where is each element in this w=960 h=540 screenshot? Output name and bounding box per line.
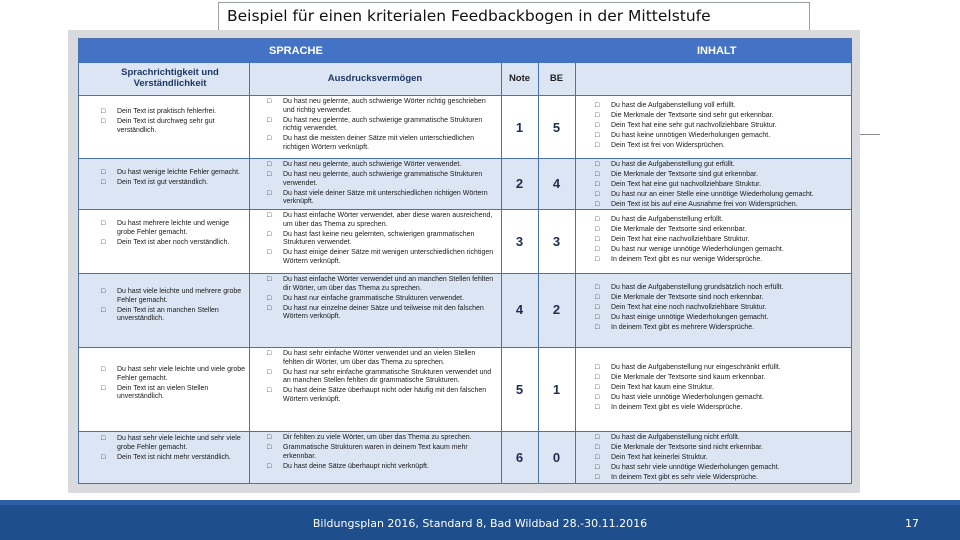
criterion: □ Die Merkmale der Textsorte sind nicht erkennbar. [595,444,849,453]
criterion: □ Dein Text hat eine sehr gut nachvollziehbare Struktur. [595,122,849,131]
criterion: □ Du hast fast keine neu gelernten, schwierigen grammatischen Strukturen verwendet. [267,231,497,248]
subheader-row [79,63,852,95]
criterion: □ Du hast neu gelernte, auch schwierige grammatische Strukturen verwendet. [267,171,497,188]
criterion: □ Dein Text hat eine noch nachvollziehbare Struktur. [595,304,849,313]
criterion: □ Du hast mehrere leichte und wenige grobe Fehler gemacht. [101,220,247,237]
header-inhalt: INHALT [697,45,737,57]
grade-value: 4 [515,302,524,317]
criterion: □ Die Merkmale der Textsorte sind sehr gut erkennbar. [595,112,849,121]
criterion: □ Du hast die Aufgabenstellung nur eingeschränkt erfüllt. [595,364,849,373]
criterion: □ Du hast die Aufgabenstellung grundsätzlich noch erfüllt. [595,284,849,293]
criterion: □ Du hast die Aufgabenstellung nicht erfüllt. [595,434,849,443]
feedback-table [78,38,852,484]
criterion: □ Du hast sehr einfache Wörter verwendet und an vielen Stellen fehlten dir Wörter, um über das Thema zu sprechen. [267,350,497,367]
grade-value: 5 [515,382,524,397]
criterion: □ Du hast neu gelernte, auch schwierige Wörter verwendet. [267,161,497,170]
criterion: □ Dein Text hat eine nachvollziehbare Struktur. [595,236,849,245]
page-number: 17 [905,517,919,530]
criterion: □ Du hast sehr viele leichte und viele grobe Fehler gemacht. [101,366,247,383]
table-row [79,209,852,273]
table-row [79,347,852,431]
criterion: □ Du hast viele unnötige Wiederholungen gemacht. [595,394,849,403]
criterion: □ Du hast neu gelernte, auch schwierige grammatische Strukturen richtig verwendet. [267,117,497,134]
criterion: □ Dein Text ist nicht mehr verständlich. [101,454,247,463]
criterion: □ Die Merkmale der Textsorte sind kaum erkennbar. [595,374,849,383]
table-row [79,95,852,158]
be-value: 1 [552,382,561,397]
criterion: □ Du hast nur einfache grammatische Strukturen verwendet. [267,295,497,304]
criterion: □ Du hast die Aufgabenstellung erfüllt. [595,216,849,225]
be-value: 2 [552,302,561,317]
criterion: □ Du hast nur sehr einfache grammatische Strukturen verwendet und an manchen Stellen fehlten dir grammatische Strukturen. [267,369,497,386]
criterion: □ Dein Text ist aber noch verständlich. [101,239,247,248]
column-divider [249,63,250,484]
criterion: □ Dein Text ist bis auf eine Ausnahme frei von Widersprüchen. [595,201,849,210]
col-note: Note [508,73,531,84]
grade-value: 2 [515,176,524,191]
be-value: 4 [552,176,561,191]
criterion: □ Du hast nur an einer Stelle eine unnötige Wiederholung gemacht. [595,191,849,200]
criterion: □ Dein Text ist praktisch fehlerfrei. [101,108,247,117]
criterion: □ Dein Text hat eine gut nachvollziehbare Struktur. [595,181,849,190]
criterion: □ Grammatische Strukturen waren in deinem Text kaum mehr erkennbar. [267,444,497,461]
criterion: □ Du hast keine unnötigen Wiederholungen gemacht. [595,132,849,141]
be-value: 0 [552,450,561,465]
criterion: □ Du hast viele deiner Sätze mit unterschiedlichen richtigen Wörtern verknüpft. [267,190,497,207]
criterion: □ Du hast neu gelernte, auch schwierige Wörter richtig geschrieben und richtig verwendet. [267,98,497,115]
header-sprache: SPRACHE [269,45,323,57]
criterion: □ Dein Text ist an vielen Stellen unverständlich. [101,385,247,402]
criterion: □ Du hast sehr viele leichte und sehr viele grobe Fehler gemacht. [101,435,247,452]
table-row [79,273,852,347]
criterion: □ Du hast deine Sätze überhaupt nicht oder häufig mit den falschen Wörtern verknüpft. [267,387,497,404]
table-row [79,158,852,209]
criterion: □ Dein Text ist durchweg sehr gut verständlich. [101,118,247,135]
criterion: □ In deinem Text gibt es mehrere Widersprüche. [595,324,849,333]
criterion: □ Du hast deine Sätze überhaupt nicht verknüpft. [267,463,497,472]
col-ausdrucksvermoegen: Ausdrucksvermögen [327,73,423,84]
slide-title: Beispiel für einen kriterialen Feedbackbogen in der Mittelstufe [218,2,810,32]
criterion: □ Du hast sehr viele unnötige Wiederholungen gemacht. [595,464,849,473]
criterion: □ Du hast einige unnötige Wiederholungen gemacht. [595,314,849,323]
criterion: □ Die Merkmale der Textsorte sind gut erkennbar. [595,171,849,180]
criterion: □ Du hast nur wenige unnötige Wiederholungen gemacht. [595,246,849,255]
grade-value: 1 [515,120,524,135]
criterion: □ In deinem Text gibt es sehr viele Widersprüche. [595,474,849,483]
grade-value: 3 [515,234,524,249]
criterion: □ Du hast nur einzelne deiner Sätze und teilweise mit den falschen Wörtern verknüpft. [267,305,497,322]
criterion: □ Dein Text ist frei von Widersprüchen. [595,142,849,151]
criterion: □ Dir fehlten zu viele Wörter, um über das Thema zu sprechen. [267,434,497,443]
col-sprachrichtigkeit: Sprachrichtigkeit und Verständlichkeit [121,67,219,89]
criterion: □ In deinem Text gibt es nur wenige Widersprüche. [595,256,849,265]
feedback-sheet-image [68,30,860,493]
criterion: □ Dein Text ist gut verständlich. [101,179,247,188]
be-value: 5 [552,120,561,135]
footer-text: Bildungsplan 2016, Standard 8, Bad Wildbad 28.-30.11.2016 [312,517,648,530]
criterion: □ Du hast einige deiner Sätze mit wenigen unterschiedlichen richtigen Wörtern verknüpft. [267,249,497,266]
criterion: □ Die Merkmale der Textsorte sind noch erkennbar. [595,294,849,303]
divider-line [858,134,880,135]
criterion: □ Du hast viele leichte und mehrere grobe Fehler gemacht. [101,288,247,305]
criterion: □ Dein Text hat kaum eine Struktur. [595,384,849,393]
column-divider [575,63,576,484]
criterion: □ Du hast wenige leichte Fehler gemacht. [101,169,247,178]
column-divider [538,63,539,484]
criterion: □ In deinem Text gibt es viele Widersprüche. [595,404,849,413]
col-be: BE [549,73,564,84]
criterion: □ Dein Text hat keinerlei Struktur. [595,454,849,463]
footer-accent [0,500,960,505]
criterion: □ Die Merkmale der Textsorte sind erkennbar. [595,226,849,235]
criterion: □ Du hast die meisten deiner Sätze mit vielen unterschiedlichen richtigen Wörtern verknüpft. [267,135,497,152]
grade-value: 6 [515,450,524,465]
column-divider [501,63,502,484]
table-header [79,39,852,63]
criterion: □ Dein Text ist an manchen Stellen unverständlich. [101,307,247,324]
be-value: 3 [552,234,561,249]
table-row [79,431,852,484]
criterion: □ Du hast einfache Wörter verwendet und an manchen Stellen fehlten dir Wörter, um über das Thema zu sprechen. [267,276,497,293]
criterion: □ Du hast die Aufgabenstellung voll erfüllt. [595,102,849,111]
criterion: □ Du hast einfache Wörter verwendet, aber diese waren ausreichend, um über das Thema zu sprechen. [267,212,497,229]
criterion: □ Du hast die Aufgabenstellung gut erfüllt. [595,161,849,170]
